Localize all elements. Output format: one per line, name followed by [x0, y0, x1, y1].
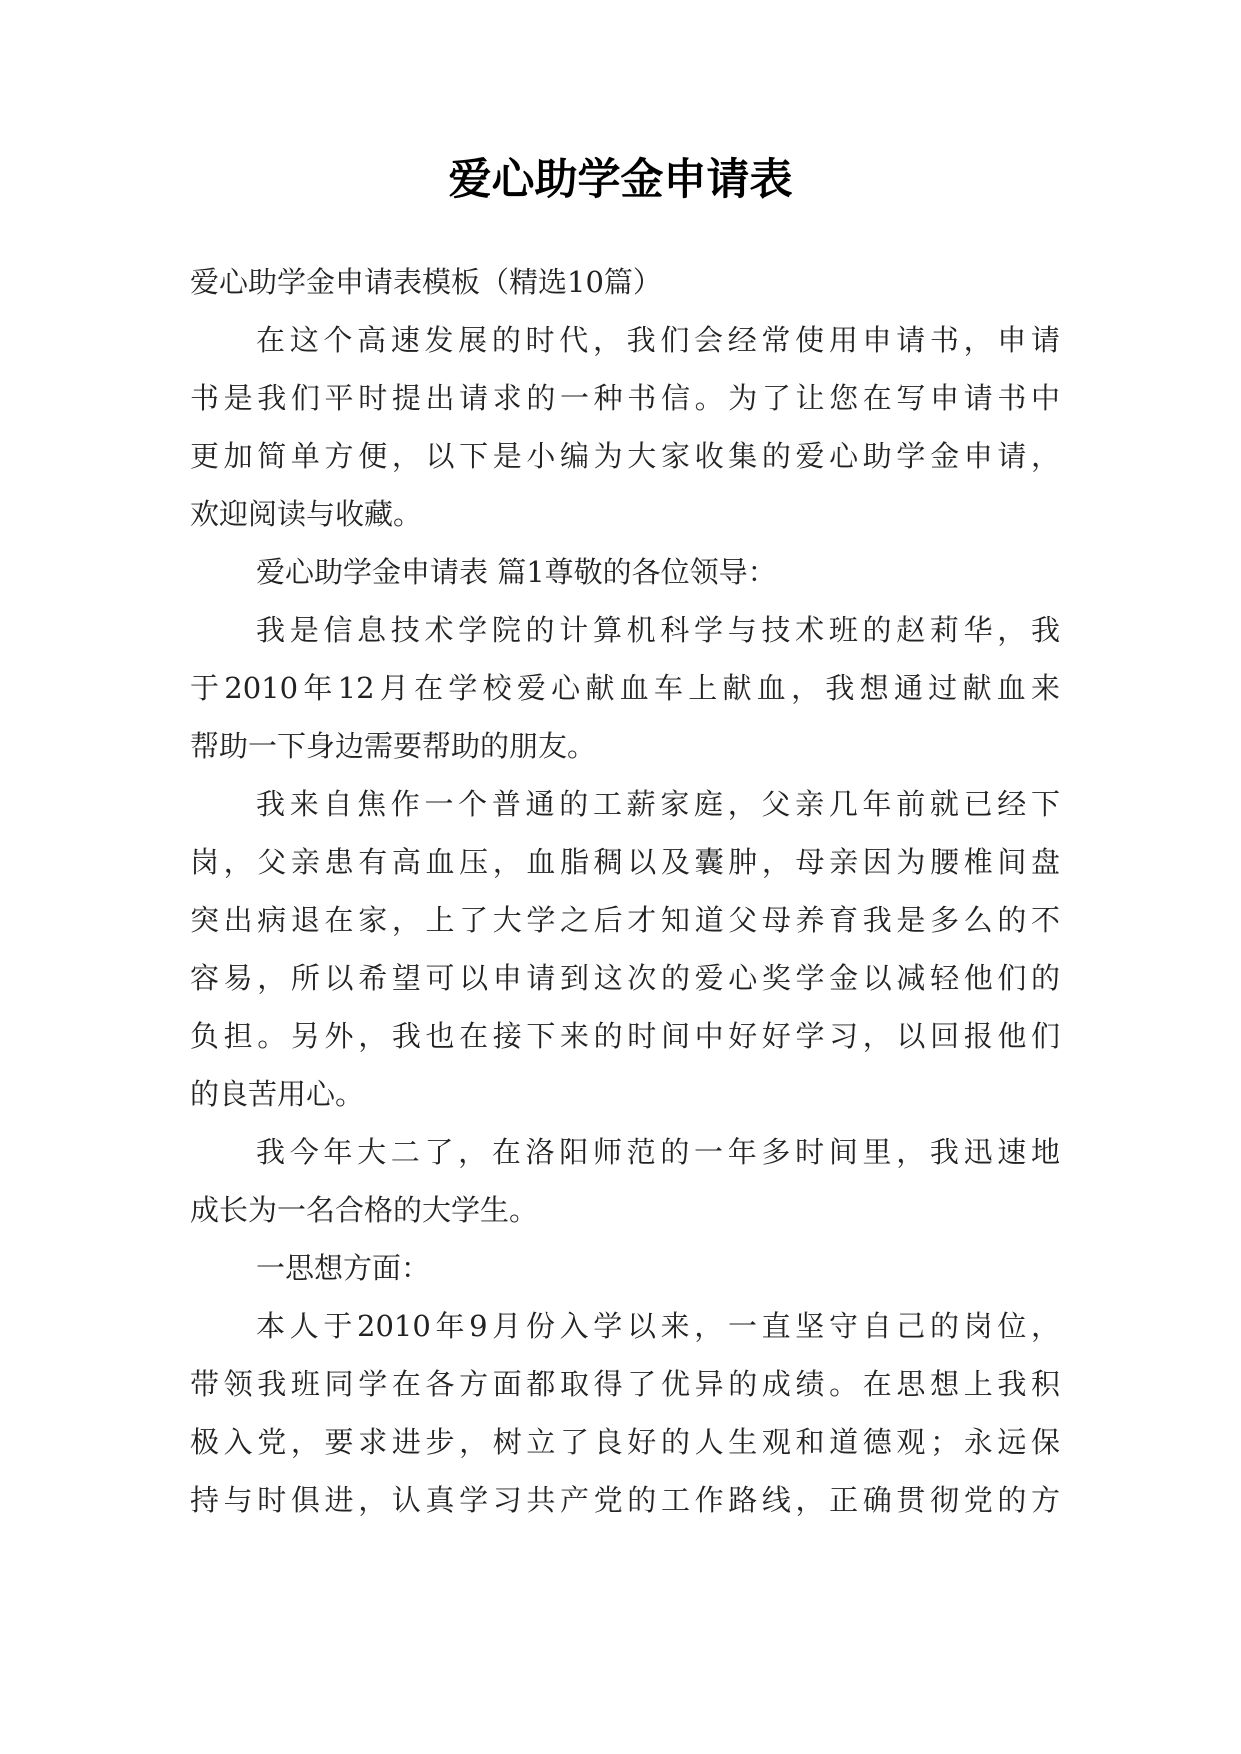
paragraph-line: 持与时俱进，认真学习共产党的工作路线，正确贯彻党的方: [190, 1483, 1060, 1517]
paragraph-line: 极入党，要求进步，树立了良好的人生观和道德观；永远保: [190, 1425, 1060, 1459]
section-heading-line: 一思想方面：: [256, 1251, 431, 1285]
paragraph-line: 带领我班同学在各方面都取得了优异的成绩。在思想上我积: [190, 1367, 1060, 1401]
paragraph-line: 在这个高速发展的时代，我们会经常使用申请书，申请: [256, 323, 1060, 357]
paragraph-line: 负担。另外，我也在接下来的时间中好好学习，以回报他们: [190, 1019, 1060, 1053]
paragraph-line: 我是信息技术学院的计算机科学与技术班的赵莉华，我: [256, 613, 1060, 647]
paragraph-line: 欢迎阅读与收藏。: [190, 497, 423, 531]
paragraph-line: 容易，所以希望可以申请到这次的爱心奖学金以减轻他们的: [190, 961, 1060, 995]
paragraph-line: 的良苦用心。: [190, 1077, 365, 1111]
document-title: 爱心助学金申请表: [448, 155, 793, 205]
paragraph-line: 突出病退在家，上了大学之后才知道父母养育我是多么的不: [190, 903, 1060, 937]
paragraph-line: 书是我们平时提出请求的一种书信。为了让您在写申请书中: [190, 381, 1060, 415]
subtitle-line: 爱心助学金申请表模板（精选10篇）: [190, 265, 662, 299]
paragraph-line: 帮助一下身边需要帮助的朋友。: [190, 729, 597, 763]
paragraph-line: 成长为一名合格的大学生。: [190, 1193, 539, 1227]
paragraph-line: 更加简单方便，以下是小编为大家收集的爱心助学金申请，: [190, 439, 1060, 473]
paragraph-line: 本人于2010年9月份入学以来，一直坚守自己的岗位，: [256, 1309, 1060, 1343]
paragraph-line: 于2010年12月在学校爱心献血车上献血，我想通过献血来: [190, 671, 1060, 705]
paragraph-line: 岗，父亲患有高血压，血脂稠以及囊肿，母亲因为腰椎间盘: [190, 845, 1060, 879]
paragraph-line: 我今年大二了，在洛阳师范的一年多时间里，我迅速地: [256, 1135, 1060, 1169]
section-heading-line: 爱心助学金申请表 篇1尊敬的各位领导：: [256, 555, 777, 589]
paragraph-line: 我来自焦作一个普通的工薪家庭，父亲几年前就已经下: [256, 787, 1060, 821]
